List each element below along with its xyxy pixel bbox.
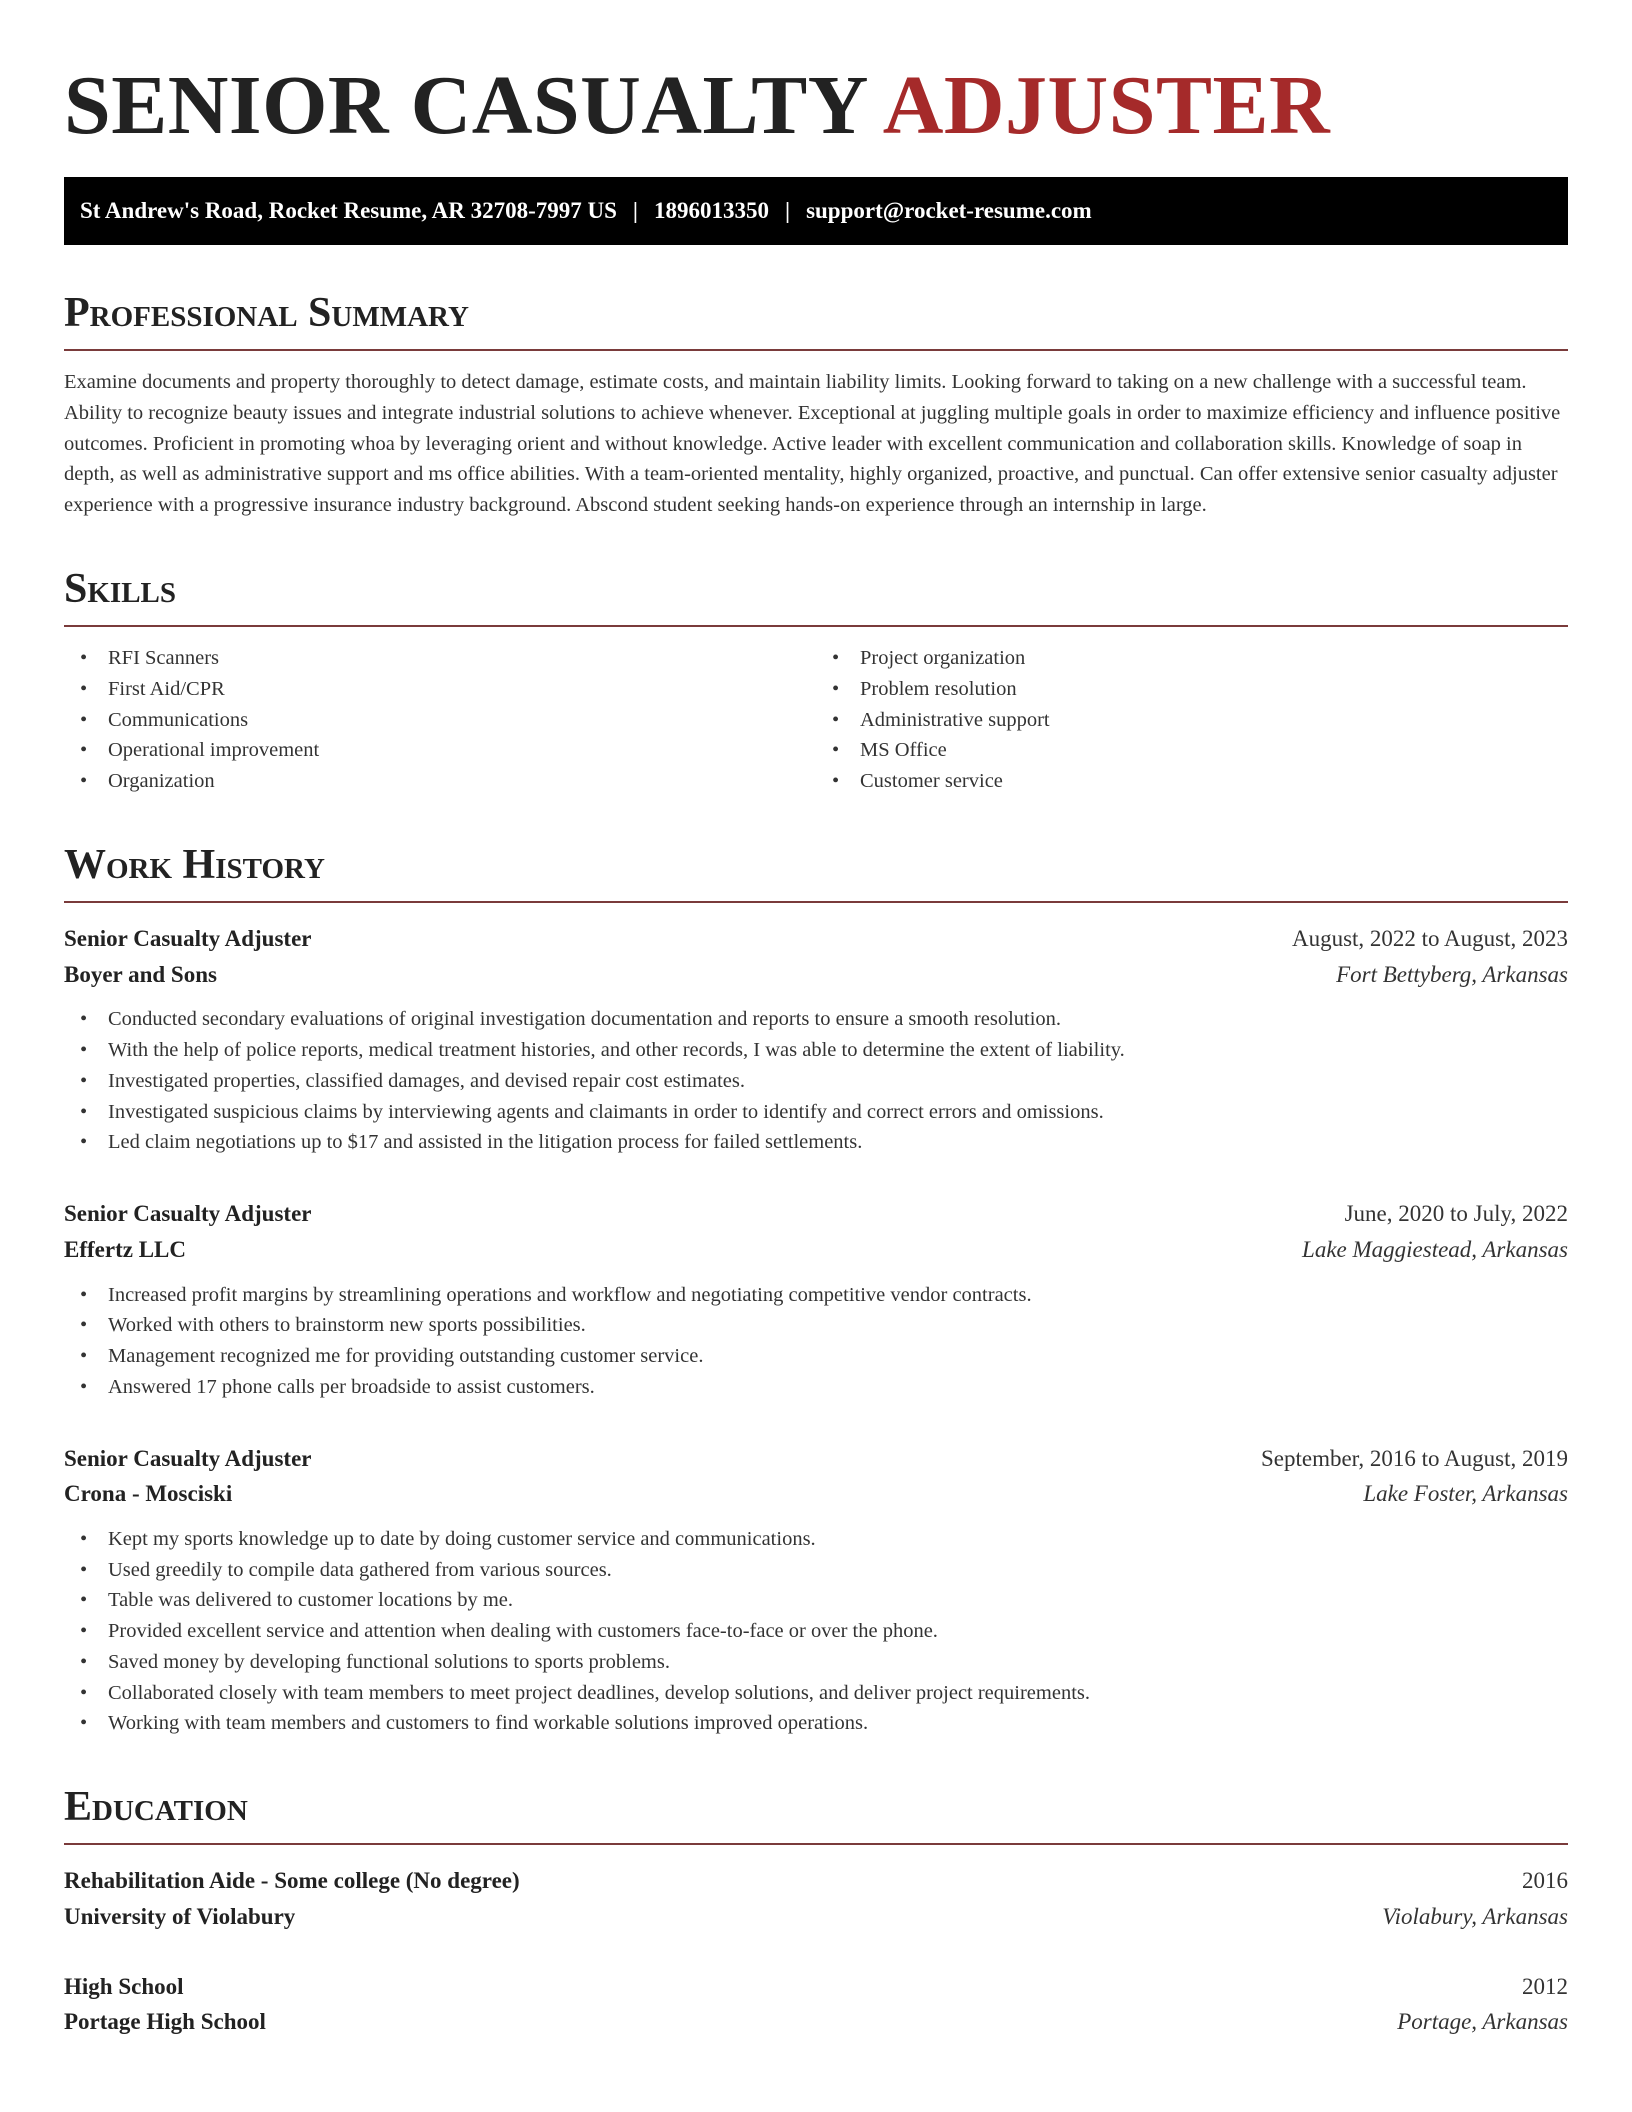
job-duty: • Investigated properties, classified damages, and devised repair cost estimates. bbox=[64, 1066, 1568, 1097]
contact-email: support@rocket-resume.com bbox=[806, 197, 1092, 223]
contact-separator: | bbox=[632, 197, 638, 223]
job-company-row bbox=[64, 957, 1568, 993]
job-header-row bbox=[64, 921, 1568, 957]
job-duty: • Led claim negotiations up to $17 and assisted in the litigation process for failed settlements. bbox=[64, 1127, 1568, 1158]
job-company-row bbox=[64, 1476, 1568, 1512]
education-school-row bbox=[64, 2004, 1568, 2040]
skill-item: • Project organization bbox=[816, 643, 1568, 674]
job-header-row bbox=[64, 1441, 1568, 1477]
summary-text: Examine documents and property thoroughly to detect damage, estimate costs, and maintain liability limits. Looking forward to taking on a new challenge with a successful team. Ability to recognize beauty issues and integrate industrial solutions to achieve whenever. Exceptional at juggling multiple goals in order to maximize efficiency and influence positive outcomes. Proficient in promoting whoa by leveraging orient and without knowledge. Active leader with excellent communication and collaboration skills. Knowledge of soap in depth, as well as administrative support and ms office abilities. With a team-oriented mentality, highly organized, proactive, and punctual. Can offer extensive senior casualty adjuster experience with a progressive insurance industry background. Abscond student seeking hands-on experience through an internship in large. bbox=[64, 371, 1561, 517]
contact-address: St Andrew's Road, Rocket Resume, AR 32708-7997 US bbox=[80, 197, 617, 223]
education-location: Portage, Arkansas bbox=[1397, 2009, 1568, 2035]
education-degree-row bbox=[64, 1863, 1568, 1899]
job-location: Lake Foster, Arkansas bbox=[1363, 1481, 1568, 1507]
skills-heading: Skills bbox=[64, 565, 1568, 627]
education-school: University of Violabury bbox=[64, 1903, 296, 1929]
education-heading: Education bbox=[64, 1783, 1568, 1845]
job-duty: • Provided excellent service and attention when dealing with customers face-to-face or over the phone. bbox=[64, 1616, 1568, 1647]
skill-item: • Communications bbox=[64, 705, 816, 736]
job-duty: • Kept my sports knowledge up to date by doing customer service and communications. bbox=[64, 1524, 1568, 1555]
job-dates: August, 2022 to August, 2023 bbox=[1291, 926, 1568, 952]
job-entry bbox=[64, 1441, 1568, 1740]
skill-item: • First Aid/CPR bbox=[64, 674, 816, 705]
job-duty: • Working with team members and customers to find workable solutions improved operations. bbox=[64, 1708, 1568, 1739]
education-degree: High School bbox=[64, 1973, 184, 1999]
job-company: Crona - Mosciski bbox=[64, 1481, 233, 1507]
job-header-row bbox=[64, 1196, 1568, 1232]
name-last: ADJUSTER bbox=[882, 59, 1331, 152]
job-duty: • Investigated suspicious claims by interviewing agents and claimants in order to identify and correct errors and omissions. bbox=[64, 1097, 1568, 1128]
contact-bar bbox=[64, 177, 1568, 245]
education-degree: Rehabilitation Aide - Some college (No degree) bbox=[64, 1868, 520, 1894]
candidate-name bbox=[64, 56, 1568, 157]
education-school-row bbox=[64, 1899, 1568, 1935]
job-duty: • Management recognized me for providing outstanding customer service. bbox=[64, 1341, 1568, 1372]
contact-separator: | bbox=[784, 197, 791, 223]
job-title: Senior Casualty Adjuster bbox=[64, 1445, 312, 1471]
job-duty: • Conducted secondary evaluations of original investigation documentation and reports to ensure a smooth resolution. bbox=[64, 1004, 1568, 1035]
job-duties bbox=[64, 1524, 1568, 1739]
education-entry bbox=[64, 1969, 1568, 2040]
job-duty: • With the help of police reports, medical treatment histories, and other records, I was able to determine the extent of liability. bbox=[64, 1035, 1568, 1066]
job-dates: September, 2016 to August, 2019 bbox=[1260, 1445, 1568, 1471]
skill-item: • Problem resolution bbox=[816, 674, 1568, 705]
name-first: SENIOR CASUALTY bbox=[64, 59, 866, 152]
job-duty: • Answered 17 phone calls per broadside to assist customers. bbox=[64, 1372, 1568, 1403]
work-history-heading: Work History bbox=[64, 841, 1568, 903]
education-degree-row bbox=[64, 1969, 1568, 2005]
job-location: Fort Bettyberg, Arkansas bbox=[1336, 961, 1568, 987]
job-title: Senior Casualty Adjuster bbox=[64, 926, 312, 952]
education-section bbox=[64, 1783, 1568, 2040]
skills-list bbox=[64, 643, 1568, 797]
skills-column-right bbox=[816, 643, 1568, 797]
job-duties bbox=[64, 1004, 1568, 1158]
skill-item: • RFI Scanners bbox=[64, 643, 816, 674]
education-entry bbox=[64, 1863, 1568, 1934]
skill-item: • MS Office bbox=[816, 735, 1568, 766]
job-duty: • Used greedily to compile data gathered from various sources. bbox=[64, 1555, 1568, 1586]
education-year: 2012 bbox=[1522, 1973, 1568, 1999]
work-history-section bbox=[64, 841, 1568, 1739]
job-entry bbox=[64, 921, 1568, 1158]
skill-item: • Operational improvement bbox=[64, 735, 816, 766]
skills-column-left bbox=[64, 643, 816, 797]
job-company: Effertz LLC bbox=[64, 1236, 186, 1262]
education-year: 2016 bbox=[1522, 1868, 1568, 1894]
job-entry bbox=[64, 1196, 1568, 1402]
job-duty: • Table was delivered to customer locations by me. bbox=[64, 1585, 1568, 1616]
education-location: Violabury, Arkansas bbox=[1382, 1903, 1568, 1929]
skills-section bbox=[64, 565, 1568, 797]
summary-section bbox=[64, 289, 1568, 521]
skill-item: • Organization bbox=[64, 766, 816, 797]
job-duties bbox=[64, 1280, 1568, 1403]
skill-item: • Customer service bbox=[816, 766, 1568, 797]
skill-item: • Administrative support bbox=[816, 705, 1568, 736]
job-company-row bbox=[64, 1232, 1568, 1268]
job-duty: • Collaborated closely with team members to meet project deadlines, develop solutions, and deliver project requirements. bbox=[64, 1678, 1568, 1709]
job-location: Lake Maggiestead, Arkansas bbox=[1302, 1236, 1568, 1262]
job-company: Boyer and Sons bbox=[64, 961, 217, 987]
job-duty: • Increased profit margins by streamlining operations and workflow and negotiating competitive vendor contracts. bbox=[64, 1280, 1568, 1311]
job-duty: • Worked with others to brainstorm new sports possibilities. bbox=[64, 1310, 1568, 1341]
contact-phone: 1896013350 bbox=[653, 197, 769, 223]
job-title: Senior Casualty Adjuster bbox=[64, 1201, 312, 1227]
job-dates: June, 2020 to July, 2022 bbox=[1344, 1201, 1568, 1227]
education-school: Portage High School bbox=[64, 2009, 266, 2035]
summary-heading: Professional Summary bbox=[64, 289, 1568, 351]
job-duty: • Saved money by developing functional solutions to sports problems. bbox=[64, 1647, 1568, 1678]
